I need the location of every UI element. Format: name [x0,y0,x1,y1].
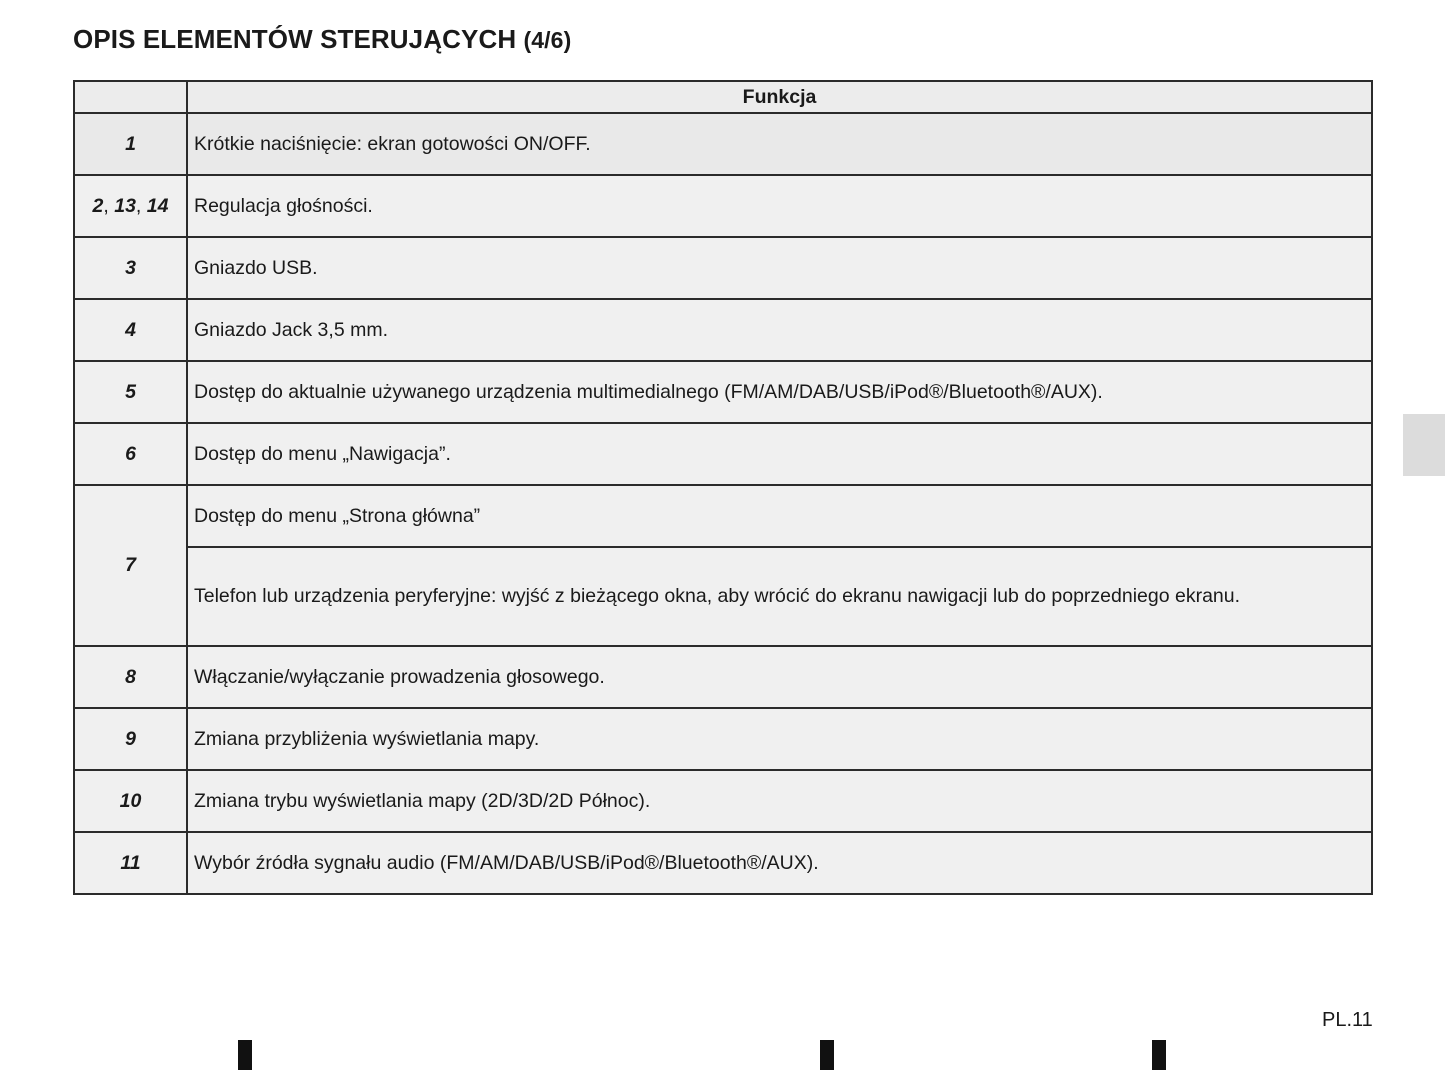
page-number: PL.11 [1322,1009,1373,1031]
control-description: Wybór źródła sygnału audio (FM/AM/DAB/USB/iPod®/Bluetooth®/AUX). [187,832,1372,894]
control-description: Telefon lub urządzenia peryferyjne: wyjść z bieżącego okna, aby wrócić do ekranu nawigacji lub do poprzedniego ekranu. [187,547,1372,646]
control-description: Zmiana przybliżenia wyświetlania mapy. [187,708,1372,770]
control-number: 6 [74,423,187,485]
control-description: Dostęp do menu „Strona główna” [187,485,1372,547]
crop-mark [238,1040,252,1070]
table-row [74,175,1372,237]
control-number: 1 [74,113,187,175]
control-number: 5 [74,361,187,423]
control-number-separator: , [135,194,147,217]
controls-table [73,80,1373,895]
control-description: Krótkie naciśnięcie: ekran gotowości ON/OFF. [187,113,1372,175]
control-number: 11 [74,832,187,894]
control-number-part: 13 [114,194,136,217]
control-number: 7 [74,485,187,646]
table-row [74,485,1372,547]
table-row [74,237,1372,299]
control-number [74,175,187,237]
table-header-row [74,81,1372,113]
control-description: Gniazdo USB. [187,237,1372,299]
control-number: 8 [74,646,187,708]
table-row [74,299,1372,361]
control-number: 10 [74,770,187,832]
table-row [74,423,1372,485]
control-number-part: 14 [146,194,169,217]
control-number-separator: , [103,194,115,217]
header-number-cell [74,81,187,113]
control-description: Regulacja głośności. [187,175,1372,237]
page-title-text: OPIS ELEMENTÓW STERUJĄCYCH [73,24,517,54]
table-row [74,646,1372,708]
table-row [74,708,1372,770]
table-row [74,547,1372,646]
table-row [74,113,1372,175]
control-description: Gniazdo Jack 3,5 mm. [187,299,1372,361]
control-description: Zmiana trybu wyświetlania mapy (2D/3D/2D Północ). [187,770,1372,832]
crop-mark [1152,1040,1166,1070]
table-row [74,361,1372,423]
page-title [73,24,571,55]
control-description: Dostęp do aktualnie używanego urządzenia multimedialnego (FM/AM/DAB/USB/iPod®/Bluetooth®/AUX). [187,361,1372,423]
crop-mark [820,1040,834,1070]
section-tab-marker [1403,414,1445,476]
control-description: Dostęp do menu „Nawigacja”. [187,423,1372,485]
page-subtitle: (4/6) [523,27,572,53]
control-number-part: 2 [92,194,104,217]
header-function-cell: Funkcja [187,81,1372,113]
control-number: 9 [74,708,187,770]
control-description: Włączanie/wyłączanie prowadzenia głosowego. [187,646,1372,708]
table-row [74,770,1372,832]
table-row [74,832,1372,894]
control-number: 3 [74,237,187,299]
control-number: 4 [74,299,187,361]
